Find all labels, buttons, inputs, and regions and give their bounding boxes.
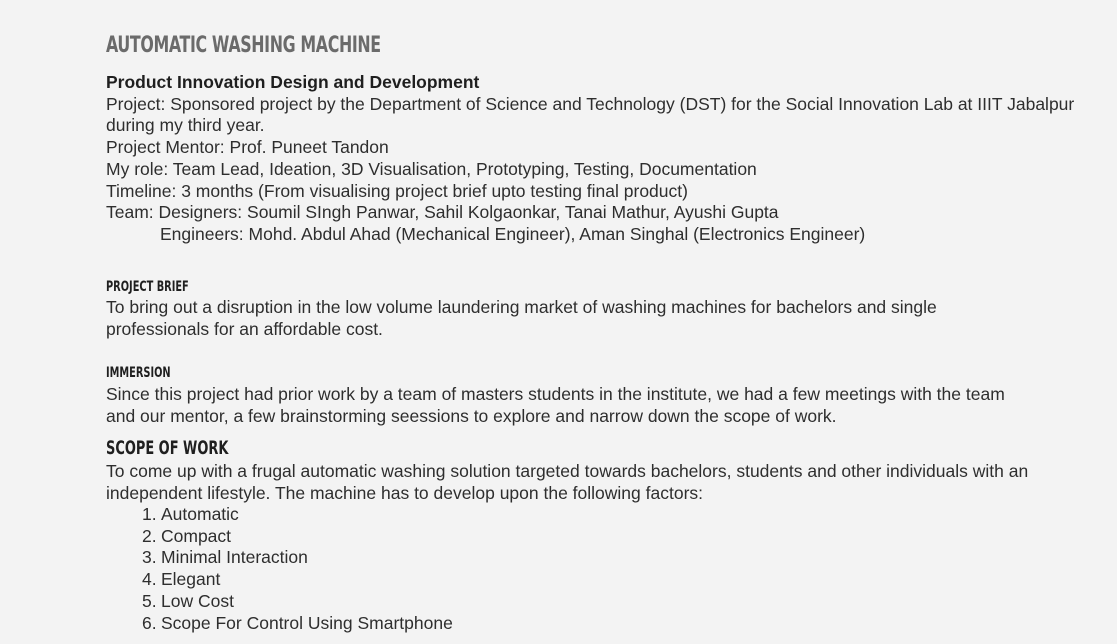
- project-brief-heading: PROJECT BRIEF: [106, 279, 189, 295]
- immersion-heading: IMMERSION: [106, 365, 171, 381]
- list-label: Automatic: [161, 504, 239, 524]
- list-number: 3.: [142, 547, 157, 568]
- project-description: Project: Sponsored project by the Department of Science and Technology (DST) for the Social Innovation Lab at IIIT Jabalpur during my third year.: [106, 93, 1075, 136]
- list-item: [142, 613, 453, 635]
- list-label: Scope For Control Using Smartphone: [161, 612, 453, 633]
- list-number: 2.: [142, 525, 157, 546]
- list-number: 6.: [142, 612, 157, 633]
- list-item: [142, 547, 453, 569]
- project-subtitle: Product Innovation Design and Development: [106, 72, 480, 92]
- immersion-text: Since this project had prior work by a team of masters students in the institute, we had a few meetings with the team and our mentor, a few brainstorming seessions to explore and narrow down the scope of work.: [106, 384, 1005, 426]
- list-label: Minimal Interaction: [161, 547, 308, 568]
- list-item: [142, 591, 453, 613]
- list-item: [142, 569, 453, 591]
- list-item: [142, 504, 453, 526]
- page-title: AUTOMATIC WASHING MACHINE: [106, 33, 381, 58]
- scope-text: To come up with a frugal automatic washing solution targeted towards bachelors, students and other individuals with an independent lifestyle. The machine has to develop upon the following factors:: [106, 461, 1029, 503]
- scope-heading: SCOPE OF WORK: [106, 438, 229, 459]
- list-number: 4.: [142, 569, 157, 590]
- team-engineers: Engineers: Mohd. Abdul Ahad (Mechanical Engineer), Aman Singhal (Electronics Engineer): [160, 223, 866, 244]
- list-item: [142, 526, 453, 548]
- list-label: Low Cost: [161, 590, 234, 611]
- list-number: 1.: [142, 504, 157, 524]
- project-details: [106, 72, 1106, 246]
- project-mentor: Project Mentor: Prof. Puneet Tandon: [106, 137, 389, 158]
- project-brief-text: To bring out a disruption in the low volume laundering market of washing machines for bachelors and single professionals for an affordable cost.: [106, 297, 937, 339]
- team-designers: Team: Designers: Soumil SIngh Panwar, Sahil Kolgaonkar, Tanai Mathur, Ayushi Gupta: [106, 202, 779, 223]
- my-role: My role: Team Lead, Ideation, 3D Visualisation, Prototyping, Testing, Documentation: [106, 158, 757, 179]
- list-number: 5.: [142, 590, 157, 611]
- timeline: Timeline: 3 months (From visualising project brief upto testing final product): [106, 180, 688, 201]
- list-label: Compact: [161, 525, 232, 546]
- factor-list: [142, 504, 453, 634]
- list-label: Elegant: [161, 569, 221, 590]
